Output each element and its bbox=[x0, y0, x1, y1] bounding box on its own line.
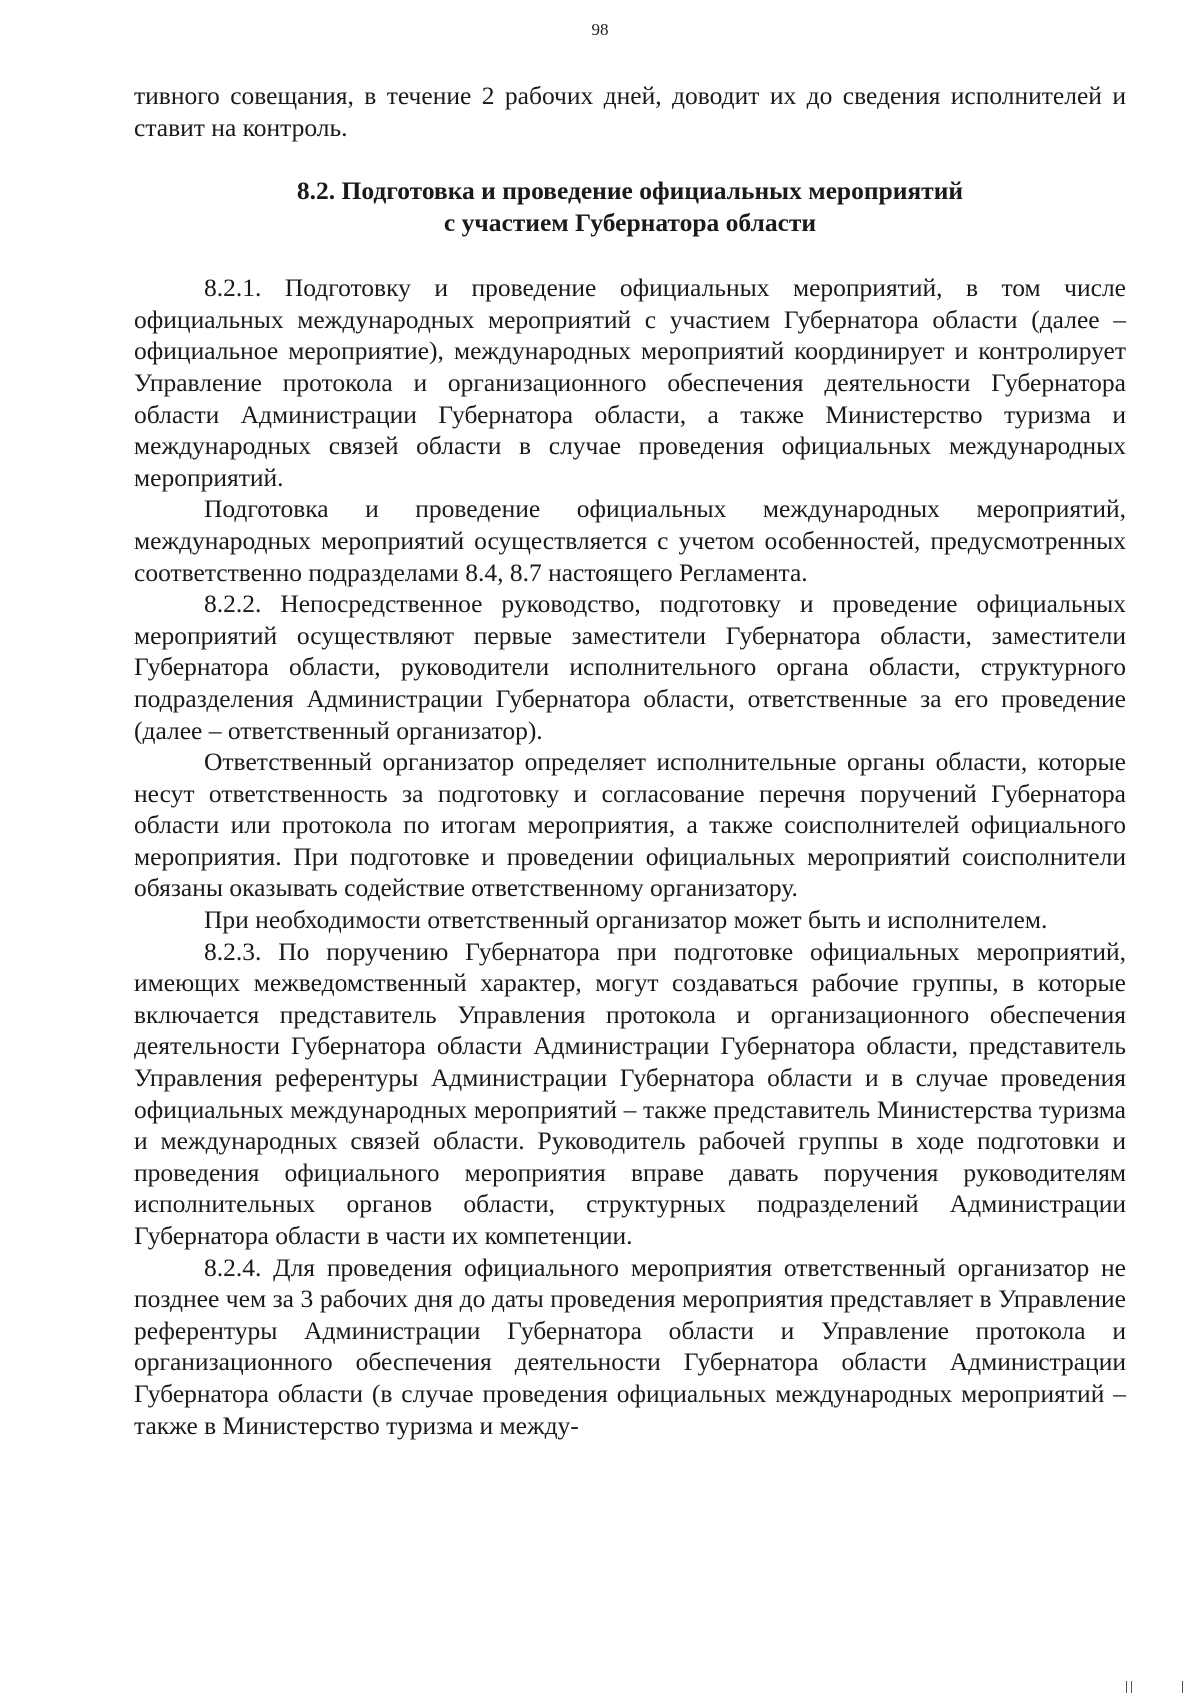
paragraph-responsible-organizer: Ответственный организатор определяет исполнительные органы области, которые несут ответственность за подготовку и согласование перечня поручений Губернатора области или протокола по итогам мероприятия, а также соисполнителей официального мероприятия. При подготовке и проведении официальных мероприятий соисполнители обязаны оказывать содействие ответственному организатору. bbox=[134, 747, 1126, 903]
scan-mark bbox=[1126, 1681, 1127, 1693]
document-body bbox=[134, 80, 1126, 1441]
intro-paragraph: тивного совещания, в течение 2 рабочих дней, доводит их до сведения исполнителей и ставит на контроль. bbox=[134, 81, 1126, 142]
paragraph-organizer-executor: При необходимости ответственный организатор может быть и исполнителем. bbox=[204, 905, 1048, 935]
scan-mark bbox=[1182, 1681, 1183, 1693]
page-number: 98 bbox=[591, 20, 609, 39]
paragraph-8-2-1: 8.2.1. Подготовку и проведение официальных мероприятий, в том числе официальных международных мероприятий с участием Губернатора области (далее – официальное мероприятие), международных мероприятий координирует и контролирует Управление протокола и организационного обеспечения деятельности Губернатора области Администрации Губернатора области, а также Министерство туризма и международных связей области в случае проведения официальных международных мероприятий. bbox=[134, 273, 1126, 492]
paragraph-8-2-2: 8.2.2. Непосредственное руководство, подготовку и проведение официальных мероприятий осуществляют первые заместители Губернатора области, заместители Губернатора области, руководители исполнительного органа области, структурного подразделения Администрации Губернатора области, ответственные за его проведение (далее – ответственный организатор). bbox=[134, 589, 1126, 745]
scan-mark bbox=[1131, 1681, 1132, 1693]
section-heading-line-1: 8.2. Подготовка и проведение официальных мероприятий bbox=[296, 176, 964, 206]
paragraph-8-2-4: 8.2.4. Для проведения официального мероприятия ответственный организатор не позднее чем за 3 рабочих дня до даты проведения мероприятия представляет в Управление референтуры Администрации Губернатора области и Управление протокола и организационного обеспечения деятельности Губернатора области Администрации Губернатора области (в случае проведения официальных международных мероприятий – также в Министерство туризма и между- bbox=[134, 1252, 1126, 1440]
section-heading-line-2: с участием Губернатора области bbox=[443, 208, 817, 238]
paragraph-8-2-3: 8.2.3. По поручению Губернатора при подготовке официальных мероприятий, имеющих межведомственный характер, могут создаваться рабочие группы, в которые включается представитель Управления протокола и организационного обеспечения деятельности Губернатора области Администрации Губернатора области, представитель Управления референтуры Администрации Губернатора области и в случае проведения официальных международных мероприятий – также представитель Министерства туризма и международных связей области. Руководитель рабочей группы в ходе подготовки и проведения официального мероприятия вправе давать поручения руководителям исполнительных органов области, структурных подразделений Администрации Губернатора области в части их компетенции. bbox=[134, 936, 1126, 1250]
paragraph-international-events: Подготовка и проведение официальных международных мероприятий, международных мероприятий осуществляется с учетом особенностей, предусмотренных соответственно подразделами 8.4, 8.7 настоящего Регламента. bbox=[134, 494, 1126, 587]
section-heading bbox=[134, 175, 1126, 239]
